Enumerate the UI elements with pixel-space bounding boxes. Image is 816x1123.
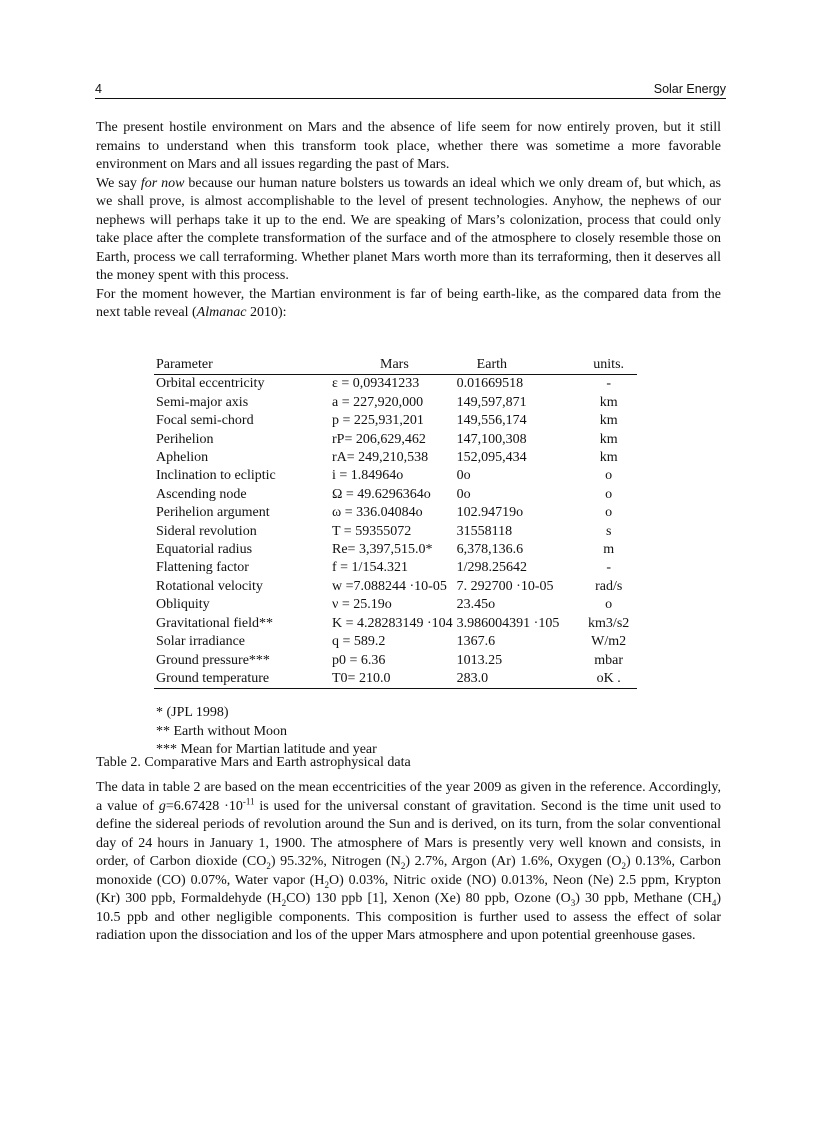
cell-earth: 0o (456, 486, 471, 502)
cell-parameter: Orbital eccentricity (156, 376, 265, 392)
cell-mars: p = 225,931,201 (332, 413, 424, 429)
paragraph-2 (96, 175, 721, 286)
cell-units: rad/s (595, 578, 623, 594)
cell-parameter: Ascending node (156, 486, 247, 502)
cell-mars: f = 1/154.321 (332, 560, 408, 576)
cell-parameter: Aphelion (156, 450, 209, 466)
g-symbol: g (158, 798, 166, 814)
cell-earth: 1/298.25642 (456, 560, 528, 576)
table-row (154, 559, 637, 577)
table-row (154, 394, 637, 412)
cell-units: W/m2 (591, 634, 627, 650)
p2-rest: because our human nature bolsters us towards an ideal which we only dream of, but which, as we shall prove, is almost accomplishable to the level of present technologies. Anyhow, the nephews of our nephews will perhaps take it up to the end. We are speaking of Mars’s colonization, process that could only take place after the complete transformation of the surface and of the atmosphere to closely resemble those on Earth, process we call terraforming. Whether planet Mars worth more than its terraforming, then it deserves all the money spent with this process. (96, 175, 721, 283)
cell-mars: T = 59355072 (332, 523, 412, 539)
cell-parameter: Rotational velocity (156, 578, 263, 594)
cell-parameter: Ground pressure*** (156, 652, 270, 668)
cell-units: km (599, 431, 618, 447)
table-row (154, 615, 637, 633)
table-row (154, 375, 637, 394)
cell-earth: 0o (456, 468, 471, 484)
p2-emphasis: for now (140, 175, 185, 191)
text-run: =6.67428 ·10 (165, 798, 243, 814)
subscript: 2 (400, 860, 406, 871)
cell-earth: 283.0 (453, 670, 581, 689)
footnote: ** Earth without Moon (156, 723, 288, 739)
cell-parameter: Sideral revolution (156, 523, 257, 539)
table-row (154, 633, 637, 651)
cell-units: o (605, 486, 613, 502)
cell-earth: 1013.25 (456, 652, 503, 668)
cell-parameter: Inclination to ecliptic (156, 468, 276, 484)
cell-mars: Ω = 49.6296364o (332, 486, 431, 502)
cell-earth: 102.94719o (456, 505, 524, 521)
table-footnotes (156, 704, 377, 760)
cell-earth: 149,597,871 (456, 394, 527, 410)
cell-earth: 1367.6 (456, 634, 496, 650)
cell-units: o (605, 468, 613, 484)
cell-parameter: Flattening factor (156, 560, 249, 576)
subscript: 2 (324, 879, 329, 890)
mars-earth-table (154, 356, 637, 689)
cell-units: mbar (594, 652, 624, 668)
cell-units: o (605, 505, 613, 521)
page-number: 4 (95, 82, 102, 96)
cell-earth: 6,378,136.6 (456, 542, 524, 558)
subscript: 2 (621, 860, 627, 871)
cell-units: km (599, 413, 618, 429)
cell-earth: 152,095,434 (456, 450, 527, 466)
cell-mars: q = 589.2 (332, 634, 386, 650)
cell-mars: rP= 206,629,462 (332, 431, 426, 447)
cell-parameter: Equatorial radius (156, 542, 253, 558)
table-body (154, 375, 637, 689)
table-row (154, 541, 637, 559)
exponent: -11 (242, 795, 255, 806)
cell-parameter: Perihelion (156, 431, 214, 447)
paragraph-1: The present hostile environment on Mars and the absence of life seem for now entirely proven, but it still remains to understand when this transform took place, whether there was sometime a more favorable environment on Mars and all issues regarding the past of Mars. (96, 120, 721, 172)
header-mars: Mars (332, 356, 453, 375)
table-row (154, 504, 637, 522)
cell-earth: 23.45o (456, 597, 496, 613)
paragraph-3 (96, 286, 721, 323)
cell-mars: Re= 3,397,515.0* (332, 542, 433, 558)
cell-parameter: Solar irradiance (156, 634, 246, 650)
almanac-citation: Almanac (196, 305, 247, 320)
text-run: O) 0.03%, Nitric oxide (NO) 0.013%, Neon (Ne) 2.5 ppm, Krypton (Kr) 300 ppb, Formaldehyde (H (96, 872, 721, 906)
header-parameter: Parameter (154, 356, 332, 375)
table-header-row (154, 356, 637, 375)
text-run: ) 95.32%, Nitrogen (N (270, 854, 401, 869)
subscript: 2 (266, 860, 271, 871)
table-caption: Table 2. Comparative Mars and Earth astrophysical data (96, 755, 411, 770)
table-row (154, 670, 637, 689)
text-run: ) 0.13%, Carbon monoxide (CO) 0.07%, Water vapor (H (96, 854, 721, 888)
cell-units: - (606, 560, 611, 576)
discussion-text (96, 779, 721, 946)
text-run: ) 10.5 ppb and other negligible components. This composition is further used to assess the effect of solar radiation upon the dissociation and los of the upper Mars atmosphere and upon potential greenhouse gases. (96, 891, 721, 943)
table-row (154, 431, 637, 449)
cell-mars: ω = 336.04084o (332, 505, 423, 521)
header-earth: Earth (453, 356, 581, 375)
cell-parameter: Semi-major axis (156, 394, 249, 410)
cell-mars: rA= 249,210,538 (332, 450, 429, 466)
text-run: ) 2.7%, Argon (Ar) 1.6%, Oxygen (O (405, 854, 622, 869)
cell-mars: ν = 25.19o (332, 597, 392, 613)
cell-parameter: Perihelion argument (156, 505, 270, 521)
table-row (154, 578, 637, 596)
cell-units: km (599, 394, 618, 410)
cell-units: oK . (581, 670, 637, 689)
subscript: 4 (711, 897, 717, 908)
cell-mars: ε = 0,09341233 (332, 376, 420, 392)
paragraph-4 (96, 779, 721, 946)
cell-earth: 31558118 (456, 523, 513, 539)
book-title: Solar Energy (653, 82, 726, 96)
text-run: ) 30 ppb, Methane (CH (575, 891, 712, 906)
cell-mars: T0= 210.0 (332, 670, 453, 689)
p3-start: For the moment however, the Martian environment is far of being earth-like, as the compared data from the next table reveal ( (96, 286, 721, 320)
cell-units: km (599, 450, 618, 466)
table-row (154, 412, 637, 430)
cell-mars: i = 1.84964o (332, 468, 404, 484)
footnote: * (JPL 1998) (156, 705, 229, 720)
header-units: units. (581, 356, 637, 375)
text-run: The data in table 2 are based on the mean eccentricities of the year 2009 as given in the reference. Accordingly, a value of (96, 780, 721, 814)
cell-mars: p0 = 6.36 (332, 652, 386, 668)
cell-parameter: Focal semi-chord (156, 413, 254, 429)
text-run: is used for the universal constant of gravitation. Second is the time unit used to define the sidereal periods of revolution around the Sun and is derived, on its turn, from the solar conventional day of 24 hours in January 1, 1900. The atmosphere of Mars is presently very well known and consists, in order, of Carbon dioxide (CO (96, 798, 721, 869)
subscript: 2 (281, 897, 287, 908)
cell-units: o (605, 597, 613, 613)
cell-mars: a = 227,920,000 (332, 394, 424, 410)
intro-text (96, 119, 721, 323)
cell-parameter: Ground temperature (154, 670, 332, 689)
cell-mars: w =7.088244 ·10-05 (332, 578, 447, 594)
p2-start: We say (96, 175, 141, 191)
table-row (154, 486, 637, 504)
subscript: 3 (570, 897, 576, 908)
table-row (154, 449, 637, 467)
cell-parameter: Obliquity (156, 597, 210, 613)
text-run: CO) 130 ppb [1], Xenon (Xe) 80 ppb, Ozone (O (286, 891, 571, 906)
p3-end: 2010): (246, 305, 287, 320)
cell-units: s (605, 523, 612, 539)
cell-earth: 149,556,174 (456, 413, 527, 429)
cell-units: m (603, 542, 615, 558)
table-row (154, 596, 637, 614)
cell-earth: 3.986004391 ·105 (456, 615, 560, 631)
table-row (154, 467, 637, 485)
table-row (154, 523, 637, 541)
running-header (95, 81, 726, 99)
cell-parameter: Gravitational field** (156, 615, 274, 631)
footnote: *** Mean for Martian latitude and year (156, 742, 377, 757)
cell-earth: 147,100,308 (456, 431, 527, 447)
cell-units: km3/s2 (588, 615, 630, 631)
cell-mars: K = 4.28283149 ·104 (332, 615, 453, 631)
cell-earth: 7. 292700 ·10-05 (456, 578, 554, 594)
cell-earth: 0.01669518 (456, 376, 524, 392)
table-row (154, 652, 637, 670)
cell-units: - (606, 376, 611, 392)
